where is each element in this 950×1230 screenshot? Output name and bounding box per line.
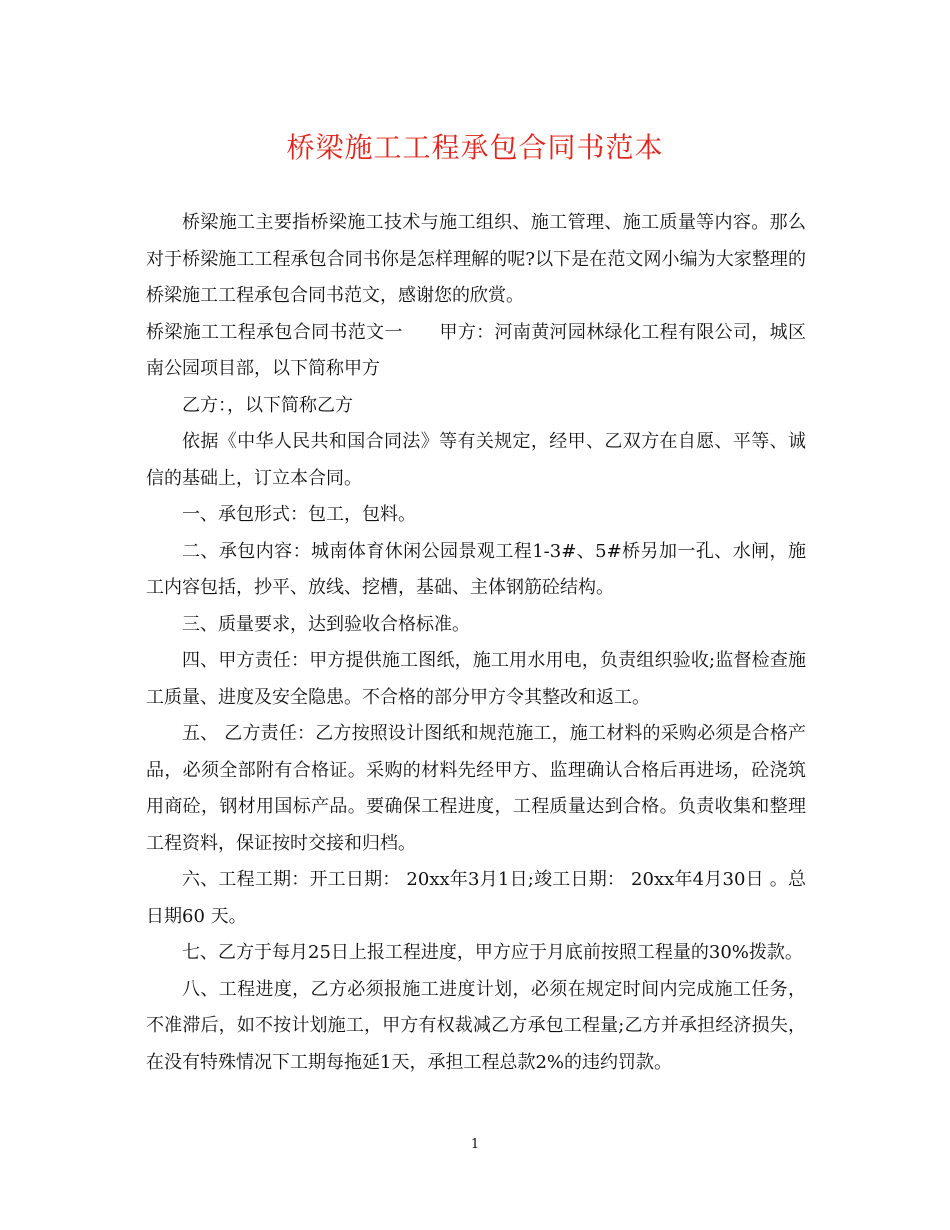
- paragraph-contract-content: 二、承包内容：城南体育休闲公园景观工程1-3#、5#桥另加一孔、水闸，施工内容包括，抄平、放线、挖槽，基础、主体钢筋砼结构。: [146, 540, 806, 598]
- paragraph-party-b-duty: 五、 乙方责任：乙方按照设计图纸和规范施工，施工材料的采购必须是合格产品，必须全部附有合格证。采购的材料先经甲方、监理确认合格后再进场，砼浇筑用商砼，钢材用国标产品。要确保工程进度，工程质量达到合格。负责收集和整理工程资料，保证按时交接和归档。: [146, 723, 806, 854]
- paragraph-progress: 八、工程进度，乙方必须报施工进度计划，必须在规定时间内完成施工任务，不准滞后，如不按计划施工，甲方有权裁减乙方承包工程量;乙方并承担经济损失，在没有特殊情况下工期每拖延1天，承担工程总款2%的违约罚款。: [146, 978, 806, 1073]
- paragraph-quality: 三、质量要求，达到验收合格标准。: [182, 613, 470, 635]
- page-number: 1: [470, 1137, 480, 1152]
- paragraph-party-a: 桥梁施工工程承包合同书范文一 甲方：河南黄河园林绿化工程有限公司，城区南公园项目部，以下简称甲方: [146, 321, 806, 379]
- paragraph-schedule: 六、工程工期：开工日期： 20xx年3月1日;竣工日期： 20xx年4月30日 。总日期60 天。: [146, 869, 806, 927]
- paragraph-payment: 七、乙方于每月25日上报工程进度，甲方应于月底前按照工程量的30%拨款。: [182, 942, 803, 963]
- document-body: [146, 205, 806, 1081]
- paragraph-contract-form: 一、承包形式：包工，包料。: [182, 504, 416, 525]
- paragraph-legal-basis: 依据《中华人民共和国合同法》等有关规定，经甲、乙双方在自愿、平等、诚信的基础上，订立本合同。: [146, 431, 806, 489]
- document-title: 桥梁施工工程承包合同书范本: [286, 131, 664, 164]
- paragraph-party-b: 乙方：，以下简称乙方: [182, 394, 353, 416]
- paragraph-intro: 桥梁施工主要指桥梁施工技术与施工组织、施工管理、施工质量等内容。那么对于桥梁施工工程承包合同书你是怎样理解的呢?以下是在范文网小编为大家整理的桥梁施工工程承包合同书范文，感谢您的欣赏。: [146, 212, 806, 306]
- paragraph-party-a-duty: 四、甲方责任：甲方提供施工图纸，施工用水用电，负责组织验收;监督检查施工质量、进度及安全隐患。不合格的部分甲方令其整改和返工。: [146, 650, 806, 708]
